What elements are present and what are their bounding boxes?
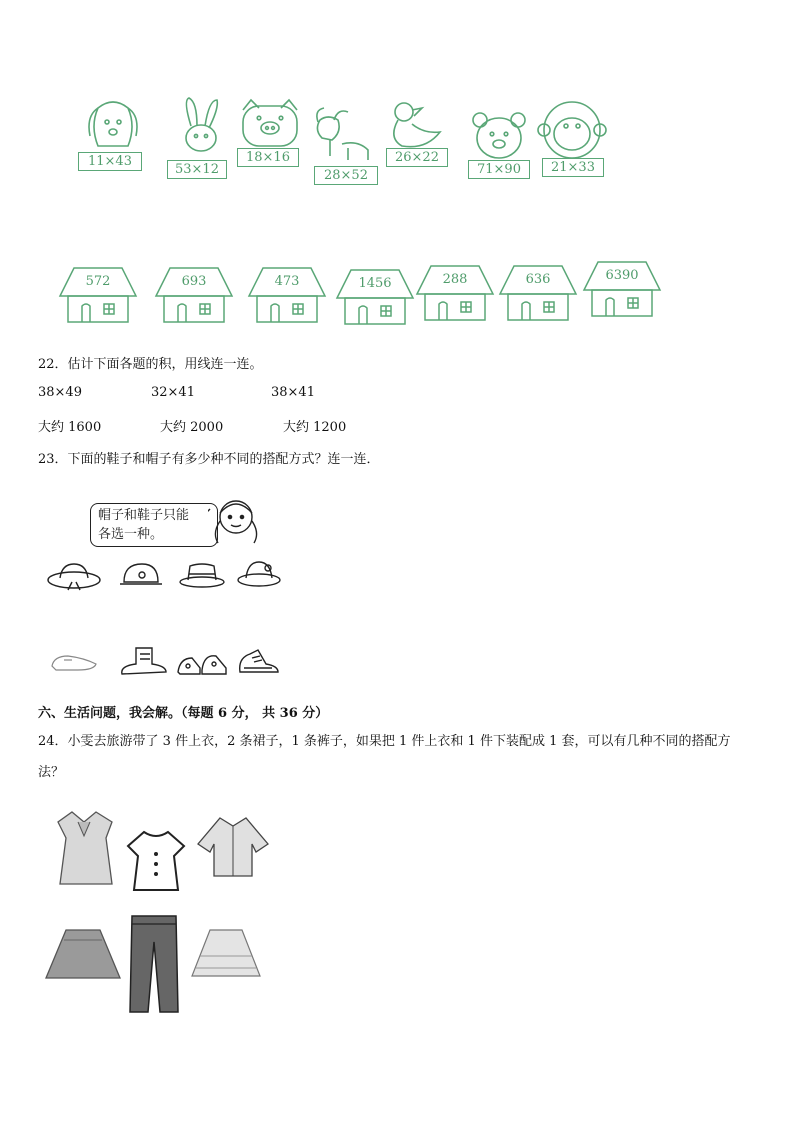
shoe-2 bbox=[118, 644, 170, 678]
house-3 bbox=[247, 266, 327, 324]
duck-icon bbox=[382, 98, 452, 154]
frilly-skirt-icon bbox=[190, 926, 262, 982]
animal-label: 53×12 bbox=[167, 160, 227, 179]
cap-icon bbox=[118, 560, 164, 592]
house-number: 1456 bbox=[358, 276, 392, 291]
animal-goat bbox=[308, 104, 378, 190]
sport-shoes-icon bbox=[236, 646, 280, 678]
q24-line-1: 24．小雯去旅游带了 3 件上衣，2 条裙子，1 条裤子，如果把 1 件上衣和 1 件下装配成 1 套，可以有几种不同的搭配方 bbox=[38, 734, 731, 749]
sun-hat-icon bbox=[46, 558, 102, 592]
animal-duck bbox=[382, 98, 452, 178]
pants-icon bbox=[126, 912, 182, 1016]
shoe-1 bbox=[48, 648, 100, 674]
skirt-icon bbox=[42, 924, 124, 984]
shirt-icon bbox=[194, 814, 272, 880]
dog-icon bbox=[78, 96, 148, 156]
house-2 bbox=[154, 266, 234, 324]
dress-top-icon bbox=[124, 826, 188, 896]
bear-icon bbox=[466, 110, 536, 162]
top-3 bbox=[194, 814, 272, 880]
hat-3 bbox=[178, 560, 226, 590]
shoe-3 bbox=[176, 648, 228, 678]
animal-label: 21×33 bbox=[542, 158, 604, 177]
skirt-1 bbox=[42, 924, 124, 984]
animal-label: 18×16 bbox=[237, 148, 299, 167]
fedora-icon bbox=[178, 560, 226, 590]
animal-dog bbox=[78, 96, 148, 178]
goat-icon bbox=[308, 104, 378, 164]
flat-shoe-icon bbox=[48, 648, 100, 674]
pig-icon bbox=[235, 96, 305, 152]
sneakers-icon bbox=[176, 648, 228, 678]
q22-title: 22．估计下面各题的积，用线连一连。 bbox=[38, 357, 263, 372]
shoe-4 bbox=[236, 646, 280, 678]
q22-expr-1: 38×49 bbox=[38, 385, 82, 400]
bonnet-icon bbox=[236, 558, 282, 590]
q22-estimate-3: 大约 1200 bbox=[283, 420, 347, 435]
section-6-title: 六、生活问题，我会解。（每题 6 分， 共 36 分） bbox=[38, 706, 329, 721]
house-number: 693 bbox=[181, 274, 207, 289]
pants bbox=[126, 912, 182, 1016]
top-2 bbox=[124, 826, 188, 896]
house-number: 6390 bbox=[605, 268, 639, 283]
hat-2 bbox=[118, 560, 164, 592]
rabbit-icon bbox=[165, 96, 235, 162]
speech-bubble bbox=[90, 503, 218, 547]
skirt-2 bbox=[190, 926, 262, 982]
q24-line-2: 法？ bbox=[38, 765, 65, 780]
q22-estimate-2: 大约 2000 bbox=[160, 420, 224, 435]
bubble-line-1: 帽子和鞋子只能 bbox=[98, 508, 190, 523]
hat-4 bbox=[236, 558, 282, 590]
animal-label: 26×22 bbox=[386, 148, 448, 167]
bubble-line-2: 各选一种。 bbox=[98, 527, 164, 542]
q22-expr-2: 32×41 bbox=[151, 385, 195, 400]
house-4 bbox=[335, 268, 415, 326]
monkey-icon bbox=[536, 100, 612, 162]
house-5 bbox=[415, 264, 495, 322]
animal-label: 71×90 bbox=[468, 160, 530, 179]
q23-title: 23．下面的鞋子和帽子有多少种不同的搭配方式？连一连． bbox=[38, 452, 380, 467]
animal-label: 11×43 bbox=[78, 152, 142, 171]
blouse-icon bbox=[52, 808, 122, 888]
top-1 bbox=[52, 808, 122, 888]
house-number: 288 bbox=[442, 272, 468, 287]
hat-1 bbox=[46, 558, 102, 592]
girl bbox=[208, 493, 264, 551]
animal-bear bbox=[466, 110, 536, 190]
boot-icon bbox=[118, 644, 170, 678]
house-number: 473 bbox=[274, 274, 300, 289]
house-number: 572 bbox=[85, 274, 111, 289]
house-6 bbox=[498, 264, 578, 322]
house-7 bbox=[582, 260, 662, 318]
house-1 bbox=[58, 266, 138, 324]
animal-monkey bbox=[536, 100, 616, 186]
animal-label: 28×52 bbox=[314, 166, 378, 185]
girl-icon bbox=[208, 493, 264, 551]
animal-rabbit bbox=[165, 96, 235, 186]
house-number: 636 bbox=[525, 272, 551, 287]
animal-pig bbox=[235, 96, 305, 176]
q22-expr-3: 38×41 bbox=[271, 385, 315, 400]
q22-estimate-1: 大约 1600 bbox=[38, 420, 102, 435]
